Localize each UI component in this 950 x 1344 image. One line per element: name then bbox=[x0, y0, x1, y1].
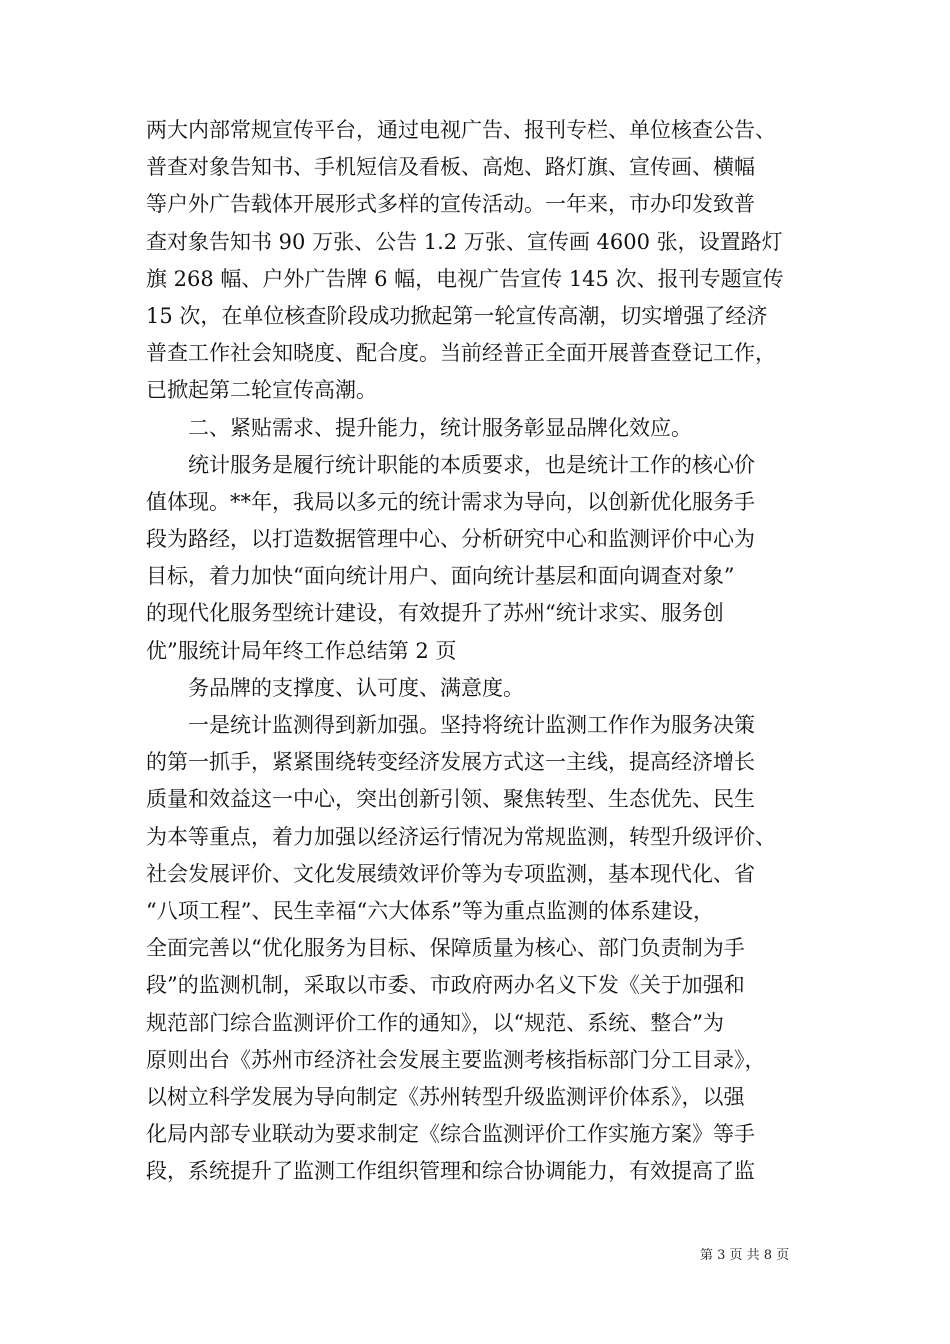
document-body bbox=[146, 112, 816, 1190]
text-line: 化局内部专业联动为要求制定《综合监测评价工作实施方案》等手 bbox=[146, 1122, 755, 1147]
text-line: 规范部门综合监测评价工作的通知》，以“规范、系统、整合”为 bbox=[146, 1010, 724, 1035]
text-line: “八项工程”、民生幸福“六大体系”等为重点监测的体系建设， bbox=[146, 898, 714, 923]
text-line: 查对象告知书 90 万张、公告 1.2 万张、宣传画 4600 张，设置路灯 bbox=[146, 229, 783, 254]
page-number: 第 3 页 共 8 页 bbox=[700, 1248, 790, 1263]
text-line: 质量和效益这一中心，突出创新引领、聚焦转型、生态优先、民生 bbox=[146, 787, 755, 812]
section-heading: 二、紧贴需求、提升能力，统计服务彰显品牌化效应。 bbox=[188, 415, 692, 440]
text-line: 已掀起第二轮宣传高潮。 bbox=[146, 378, 377, 403]
text-line: 以树立科学发展为导向制定《苏州转型升级监测评价体系》，以强 bbox=[146, 1084, 745, 1109]
text-line: 优”服统计局年终工作总结第 2 页 bbox=[146, 638, 457, 663]
text-line: 段，系统提升了监测工作组织管理和综合协调能力，有效提高了监 bbox=[146, 1159, 755, 1184]
text-line: 段为路经，以打造数据管理中心、分析研究中心和监测评价中心为 bbox=[146, 527, 755, 552]
text-line: 两大内部常规宣传平台，通过电视广告、报刊专栏、单位核查公告、 bbox=[146, 118, 776, 142]
text-line: 务品牌的支撑度、认可度、满意度。 bbox=[188, 675, 524, 700]
text-line: 值体现。**年，我局以多元的统计需求为导向，以创新优化服务手 bbox=[146, 489, 755, 514]
text-line: 全面完善以“优化服务为目标、保障质量为核心、部门负责制为手 bbox=[146, 936, 745, 961]
text-line: 社会发展评价、文化发展绩效评价等为专项监测，基本现代化、省 bbox=[146, 861, 755, 886]
text-line: 目标，着力加快“面向统计用户、面向统计基层和面向调查对象” bbox=[146, 564, 735, 589]
text-line: 段”的监测机制，采取以市委、市政府两办名义下发《关于加强和 bbox=[146, 973, 745, 998]
text-line: 普查对象告知书、手机短信及看板、高炮、路灯旗、宣传画、横幅 bbox=[146, 155, 755, 180]
text-line: 一是统计监测得到新加强。坚持将统计监测工作作为服务决策 bbox=[188, 713, 755, 737]
text-line: 统计服务是履行统计职能的本质要求，也是统计工作的核心价 bbox=[188, 452, 755, 477]
text-line: 的现代化服务型统计建设，有效提升了苏州“统计求实、服务创 bbox=[146, 601, 724, 626]
text-line: 普查工作社会知晓度、配合度。当前经普正全面开展普查登记工作， bbox=[146, 341, 776, 366]
text-line: 旗 268 幅、户外广告牌 6 幅，电视广告宣传 145 次、报刊专题宣传 bbox=[146, 266, 784, 291]
text-line: 等户外广告载体开展形式多样的宣传活动。一年来，市办印发致普 bbox=[146, 192, 755, 217]
text-line: 原则出台《苏州市经济社会发展主要监测考核指标部门分工目录》， bbox=[146, 1047, 766, 1072]
text-line: 为本等重点，着力加强以经济运行情况为常规监测，转型升级评价、 bbox=[146, 824, 776, 849]
text-line: 的第一抓手，紧紧围绕转变经济发展方式这一主线，提高经济增长 bbox=[146, 750, 755, 775]
text-line: 15 次，在单位核查阶段成功掀起第一轮宣传高潮，切实增强了经济 bbox=[146, 303, 768, 328]
